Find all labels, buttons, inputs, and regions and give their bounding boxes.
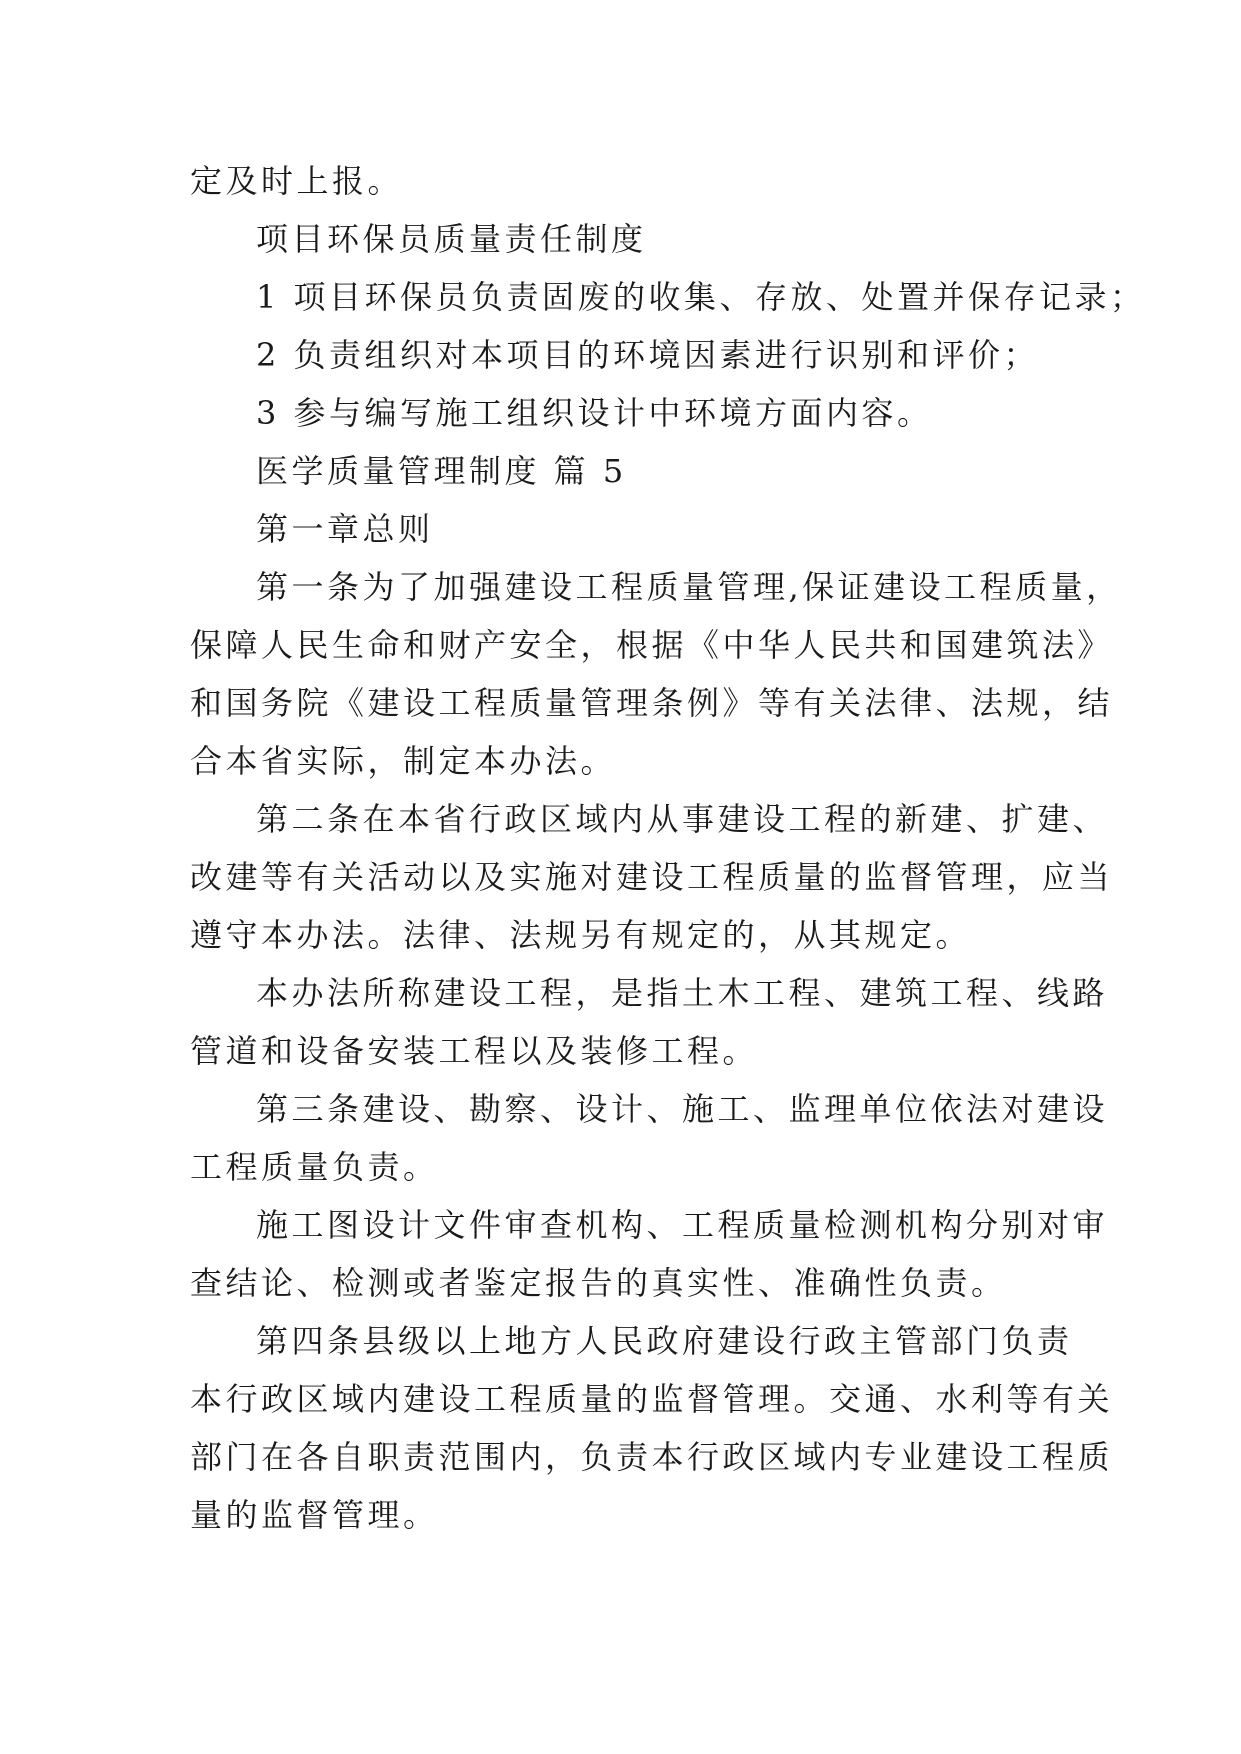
text-line: 部门在各自职责范围内，负责本行政区域内专业建设工程质 bbox=[190, 1438, 1114, 1476]
section-heading: 项目环保员质量责任制度 bbox=[256, 220, 647, 258]
text-line: 第四条县级以上地方人民政府建设行政主管部门负责 bbox=[256, 1322, 1073, 1360]
text-line: 本行政区域内建设工程质量的监督管理。交通、水利等有关 bbox=[190, 1380, 1114, 1418]
chapter-heading: 第一章总则 bbox=[256, 510, 434, 548]
list-item: 1 项目环保员负责固废的收集、存放、处置并保存记录； bbox=[256, 278, 1146, 316]
list-item: 2 负责组织对本项目的环境因素进行识别和评价； bbox=[256, 336, 1040, 374]
text-line: 保障人民生命和财产安全，根据《中华人民共和国建筑法》 bbox=[190, 626, 1114, 664]
text-line: 定及时上报。 bbox=[190, 162, 404, 200]
text-line: 改建等有关活动以及实施对建设工程质量的监督管理，应当 bbox=[190, 858, 1114, 896]
text-line: 第三条建设、勘察、设计、施工、监理单位依法对建设 bbox=[256, 1090, 1109, 1128]
text-line: 合本省实际，制定本办法。 bbox=[190, 742, 617, 780]
text-line: 第二条在本省行政区域内从事建设工程的新建、扩建、 bbox=[256, 800, 1109, 838]
text-line: 查结论、检测或者鉴定报告的真实性、准确性负责。 bbox=[190, 1264, 1007, 1302]
document-body bbox=[190, 152, 1146, 1544]
document-title: 医学质量管理制度 篇 5 bbox=[256, 452, 627, 490]
text-line: 量的监督管理。 bbox=[190, 1496, 439, 1534]
text-line: 工程质量负责。 bbox=[190, 1148, 439, 1186]
text-line: 施工图设计文件审查机构、工程质量检测机构分别对审 bbox=[256, 1206, 1109, 1244]
text-line: 管道和设备安装工程以及装修工程。 bbox=[190, 1032, 759, 1070]
text-line: 和国务院《建设工程质量管理条例》等有关法律、法规，结 bbox=[190, 684, 1114, 722]
text-line: 第一条为了加强建设工程质量管理,保证建设工程质量， bbox=[256, 568, 1122, 606]
list-item: 3 参与编写施工组织设计中环境方面内容。 bbox=[256, 394, 933, 432]
text-line: 本办法所称建设工程，是指土木工程、建筑工程、线路 bbox=[256, 974, 1109, 1012]
text-line: 遵守本办法。法律、法规另有规定的，从其规定。 bbox=[190, 916, 972, 954]
